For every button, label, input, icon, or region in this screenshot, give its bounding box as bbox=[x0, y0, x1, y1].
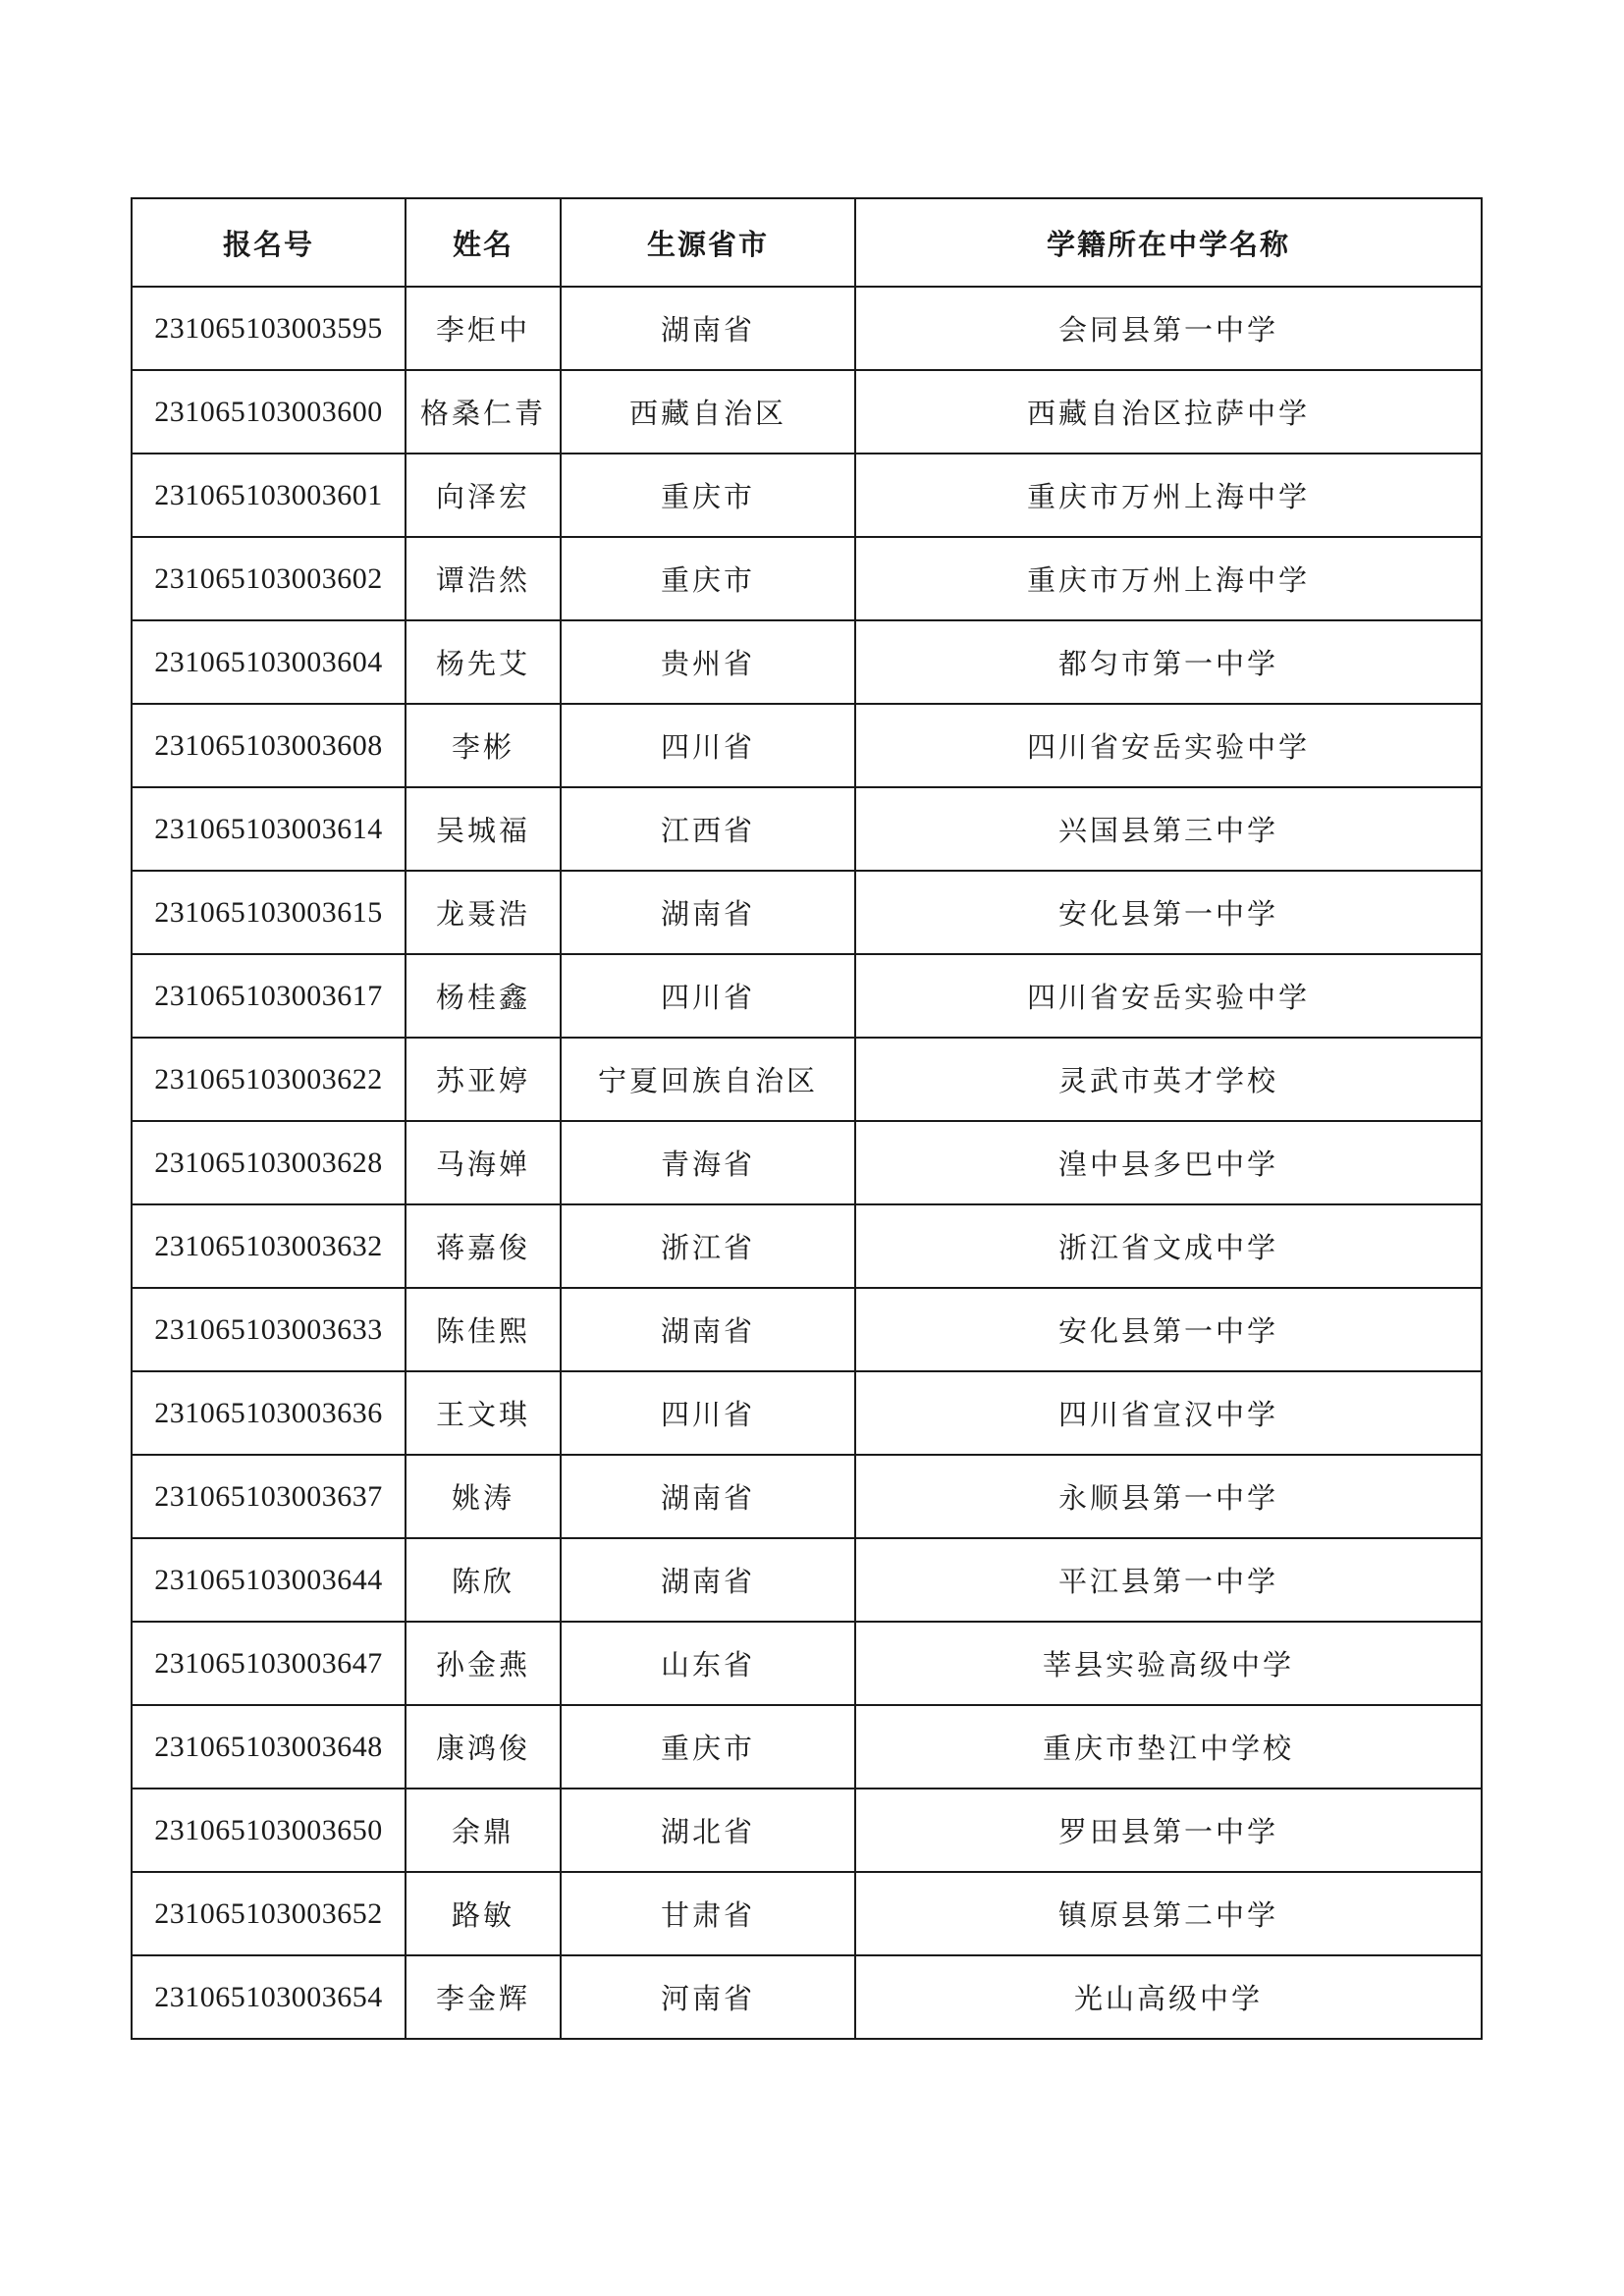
school-name-cell: 兴国县第三中学 bbox=[855, 787, 1482, 871]
source-province-cell: 河南省 bbox=[561, 1955, 855, 2039]
student-name-cell: 王文琪 bbox=[406, 1371, 561, 1455]
source-province-cell: 山东省 bbox=[561, 1622, 855, 1705]
table-row bbox=[132, 954, 1482, 1038]
source-province-cell: 四川省 bbox=[561, 954, 855, 1038]
source-province-cell: 西藏自治区 bbox=[561, 370, 855, 454]
school-name-cell: 四川省安岳实验中学 bbox=[855, 954, 1482, 1038]
school-name-cell: 四川省安岳实验中学 bbox=[855, 704, 1482, 787]
source-province-cell: 湖南省 bbox=[561, 1538, 855, 1622]
registration-number-cell: 231065103003652 bbox=[132, 1872, 406, 1955]
school-name-cell: 浙江省文成中学 bbox=[855, 1204, 1482, 1288]
source-province-cell: 青海省 bbox=[561, 1121, 855, 1204]
registration-number-cell: 231065103003636 bbox=[132, 1371, 406, 1455]
school-name-cell: 重庆市万州上海中学 bbox=[855, 537, 1482, 620]
student-name-cell: 陈佳熙 bbox=[406, 1288, 561, 1371]
table-row bbox=[132, 1204, 1482, 1288]
registration-number-cell: 231065103003632 bbox=[132, 1204, 406, 1288]
source-province-cell: 浙江省 bbox=[561, 1204, 855, 1288]
source-province-cell: 江西省 bbox=[561, 787, 855, 871]
source-province-cell: 重庆市 bbox=[561, 537, 855, 620]
source-province-cell: 湖南省 bbox=[561, 287, 855, 370]
table-header-row bbox=[132, 198, 1482, 287]
registration-number-cell: 231065103003650 bbox=[132, 1789, 406, 1872]
source-province-cell: 湖南省 bbox=[561, 1455, 855, 1538]
source-province-cell: 甘肃省 bbox=[561, 1872, 855, 1955]
school-name-cell: 镇原县第二中学 bbox=[855, 1872, 1482, 1955]
school-name-cell: 湟中县多巴中学 bbox=[855, 1121, 1482, 1204]
student-name-cell: 马海婵 bbox=[406, 1121, 561, 1204]
school-name-cell: 重庆市万州上海中学 bbox=[855, 454, 1482, 537]
student-name-cell: 姚涛 bbox=[406, 1455, 561, 1538]
registration-number-cell: 231065103003622 bbox=[132, 1038, 406, 1121]
header-registration-number: 报名号 bbox=[132, 198, 406, 287]
table-row bbox=[132, 704, 1482, 787]
student-name-cell: 谭浩然 bbox=[406, 537, 561, 620]
header-school-name: 学籍所在中学名称 bbox=[855, 198, 1482, 287]
school-name-cell: 莘县实验高级中学 bbox=[855, 1622, 1482, 1705]
student-name-cell: 苏亚婷 bbox=[406, 1038, 561, 1121]
source-province-cell: 重庆市 bbox=[561, 1705, 855, 1789]
source-province-cell: 重庆市 bbox=[561, 454, 855, 537]
registration-number-cell: 231065103003604 bbox=[132, 620, 406, 704]
table-row bbox=[132, 1038, 1482, 1121]
registration-number-cell: 231065103003654 bbox=[132, 1955, 406, 2039]
school-name-cell: 光山高级中学 bbox=[855, 1955, 1482, 2039]
school-name-cell: 安化县第一中学 bbox=[855, 871, 1482, 954]
school-name-cell: 会同县第一中学 bbox=[855, 287, 1482, 370]
student-name-cell: 吴城福 bbox=[406, 787, 561, 871]
registration-number-cell: 231065103003633 bbox=[132, 1288, 406, 1371]
header-name: 姓名 bbox=[406, 198, 561, 287]
student-name-cell: 李金辉 bbox=[406, 1955, 561, 2039]
table-row bbox=[132, 620, 1482, 704]
student-name-cell: 孙金燕 bbox=[406, 1622, 561, 1705]
table-row bbox=[132, 787, 1482, 871]
source-province-cell: 湖南省 bbox=[561, 1288, 855, 1371]
registration-number-cell: 231065103003614 bbox=[132, 787, 406, 871]
registration-number-cell: 231065103003602 bbox=[132, 537, 406, 620]
table-row bbox=[132, 1288, 1482, 1371]
table-row bbox=[132, 1538, 1482, 1622]
school-name-cell: 平江县第一中学 bbox=[855, 1538, 1482, 1622]
table-row bbox=[132, 1121, 1482, 1204]
table-row bbox=[132, 287, 1482, 370]
school-name-cell: 灵武市英才学校 bbox=[855, 1038, 1482, 1121]
source-province-cell: 四川省 bbox=[561, 1371, 855, 1455]
registration-number-cell: 231065103003648 bbox=[132, 1705, 406, 1789]
registration-number-cell: 231065103003600 bbox=[132, 370, 406, 454]
table-row bbox=[132, 1872, 1482, 1955]
student-name-cell: 向泽宏 bbox=[406, 454, 561, 537]
registration-number-cell: 231065103003628 bbox=[132, 1121, 406, 1204]
table-row bbox=[132, 537, 1482, 620]
student-name-cell: 格桑仁青 bbox=[406, 370, 561, 454]
registration-number-cell: 231065103003647 bbox=[132, 1622, 406, 1705]
source-province-cell: 贵州省 bbox=[561, 620, 855, 704]
admission-roster-table bbox=[131, 197, 1483, 2040]
student-name-cell: 李彬 bbox=[406, 704, 561, 787]
table-row bbox=[132, 1371, 1482, 1455]
registration-number-cell: 231065103003595 bbox=[132, 287, 406, 370]
table-row bbox=[132, 1955, 1482, 2039]
school-name-cell: 重庆市垫江中学校 bbox=[855, 1705, 1482, 1789]
student-name-cell: 李炬中 bbox=[406, 287, 561, 370]
school-name-cell: 永顺县第一中学 bbox=[855, 1455, 1482, 1538]
table-row bbox=[132, 1622, 1482, 1705]
student-name-cell: 路敏 bbox=[406, 1872, 561, 1955]
school-name-cell: 四川省宣汉中学 bbox=[855, 1371, 1482, 1455]
student-name-cell: 陈欣 bbox=[406, 1538, 561, 1622]
table-row bbox=[132, 1455, 1482, 1538]
registration-number-cell: 231065103003608 bbox=[132, 704, 406, 787]
student-name-cell: 蒋嘉俊 bbox=[406, 1204, 561, 1288]
registration-number-cell: 231065103003615 bbox=[132, 871, 406, 954]
source-province-cell: 湖北省 bbox=[561, 1789, 855, 1872]
school-name-cell: 西藏自治区拉萨中学 bbox=[855, 370, 1482, 454]
student-name-cell: 余鼎 bbox=[406, 1789, 561, 1872]
student-name-cell: 杨桂鑫 bbox=[406, 954, 561, 1038]
table-row bbox=[132, 370, 1482, 454]
table-row bbox=[132, 871, 1482, 954]
student-name-cell: 杨先艾 bbox=[406, 620, 561, 704]
school-name-cell: 安化县第一中学 bbox=[855, 1288, 1482, 1371]
registration-number-cell: 231065103003617 bbox=[132, 954, 406, 1038]
registration-number-cell: 231065103003601 bbox=[132, 454, 406, 537]
header-source-province: 生源省市 bbox=[561, 198, 855, 287]
student-name-cell: 龙聂浩 bbox=[406, 871, 561, 954]
registration-number-cell: 231065103003637 bbox=[132, 1455, 406, 1538]
table-row bbox=[132, 1705, 1482, 1789]
source-province-cell: 四川省 bbox=[561, 704, 855, 787]
source-province-cell: 宁夏回族自治区 bbox=[561, 1038, 855, 1121]
source-province-cell: 湖南省 bbox=[561, 871, 855, 954]
school-name-cell: 都匀市第一中学 bbox=[855, 620, 1482, 704]
table-row bbox=[132, 1789, 1482, 1872]
table-row bbox=[132, 454, 1482, 537]
student-name-cell: 康鸿俊 bbox=[406, 1705, 561, 1789]
school-name-cell: 罗田县第一中学 bbox=[855, 1789, 1482, 1872]
registration-number-cell: 231065103003644 bbox=[132, 1538, 406, 1622]
